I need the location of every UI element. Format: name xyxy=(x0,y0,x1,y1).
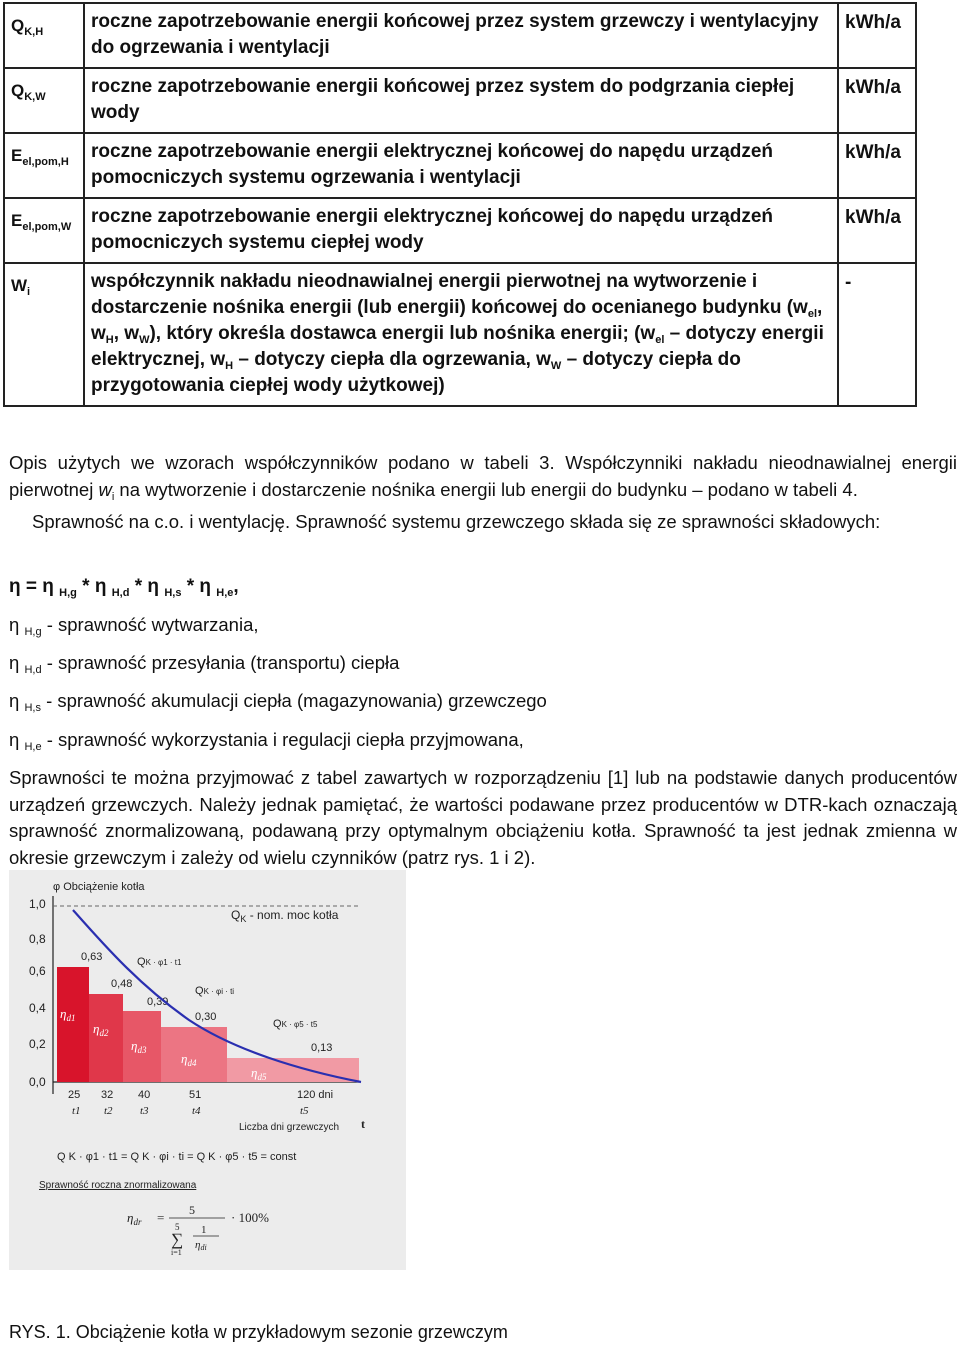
symbol-cell: $W_i$ xyxy=(4,263,84,406)
description-cell: roczne zapotrzebowanie energii końcowej przez system do podgrzania ciepłej wody xyxy=(84,68,838,133)
bar-d2 xyxy=(89,994,123,1082)
table-row xyxy=(4,3,916,68)
paragraph-coefficients: Opis użytych we wzorach współczynników podano w tabeli 3. Współczynniki nakładu nieodnawialnej energii pierwotnej $w_i$ na wytworzenie i dostarczenie nośnika energii lub energii do budynku – podano w tabeli 4. xyxy=(9,452,957,503)
curve-label: QK · φ1 · t1 xyxy=(137,956,182,968)
y-tick: 0,6 xyxy=(29,964,46,978)
symbol-cell: $Q_{K,W}$ xyxy=(4,68,84,133)
svg-text:i=1: i=1 xyxy=(171,1248,182,1257)
svg-text:ηdr: $\eta_{dr}$ xyxy=(127,1210,142,1227)
unit-cell: kWh/a xyxy=(838,3,916,68)
x-axis-title: Liczba dni grzewczych xyxy=(239,1122,340,1133)
bar-value: 0,63 xyxy=(81,951,103,963)
symbol-cell: $E_{el,pom,W}$ xyxy=(4,198,84,263)
eta-definition: η $_{H,e}$ - sprawność wykorzystania i regulacji ciepła przyjmowana, xyxy=(9,729,524,753)
y-tick: 0,4 xyxy=(29,1001,46,1015)
svg-text:1: 1 xyxy=(201,1224,207,1236)
bar-value: 0,30 xyxy=(195,1011,217,1023)
bar-value: 0,13 xyxy=(311,1042,333,1054)
boiler-load-diagram xyxy=(9,870,406,1270)
t-label: t2 xyxy=(104,1105,113,1117)
paragraph-efficiency-intro: Sprawność na c.o. i wentylację. Sprawność systemu grzewczego składa się ze sprawności składowych: xyxy=(32,511,881,532)
svg-text:∑: ∑ xyxy=(171,1230,184,1249)
curve-label: QK · φ5 · t5 xyxy=(273,1018,318,1030)
bar-eta-label: $\eta_{d3}$ xyxy=(131,1038,147,1055)
description-cell: współczynnik nakładu nieodnawialnej energii pierwotnej na wytworzenie i dostarczenie nośnika energii (lub energii) końcowej do ocenianego budynku ($w_{el}$, $w_H$, $w_W$), który określa dostawca energii lub nośnika energii; ($w_{el}$ – dotyczy energii elektrycznej, $w_H$ – dotyczy ciepła dla ogrzewania, $w_W$ – dotyczy ciepła do przygotowania ciepłej wody użytkowej) xyxy=(84,263,838,406)
table-row xyxy=(4,263,916,406)
x-tick: 32 xyxy=(101,1089,114,1101)
svg-text:· 100%: · 100% xyxy=(231,1210,269,1225)
definitions-table xyxy=(3,2,917,407)
x-tick: 120 dni xyxy=(297,1089,334,1101)
equality-line: Q K · φ1 · t1 = Q K · φi · ti = Q K · φ5 · t5 = const xyxy=(57,1151,297,1163)
x-axis-letter: t xyxy=(361,1117,365,1131)
bar-eta-label: $\eta_{d1}$ xyxy=(60,1006,76,1023)
t-label: t1 xyxy=(72,1105,81,1117)
bar-eta-label: $\eta_{d2}$ xyxy=(93,1021,109,1038)
y-tick: 0,2 xyxy=(29,1037,46,1051)
y-tick: 0,0 xyxy=(29,1075,46,1089)
eta-definition: η $_{H,d}$ - sprawność przesyłania (transportu) ciepła xyxy=(9,652,400,676)
svg-text:=: = xyxy=(157,1210,165,1225)
unit-cell: kWh/a xyxy=(838,68,916,133)
x-tick: 40 xyxy=(138,1089,151,1101)
qk-label: $Q_K$ - nom. moc kotła xyxy=(231,908,339,924)
eta-definition: η $_{H,s}$ - sprawność akumulacji ciepła (magazynowania) grzewczego xyxy=(9,690,547,714)
y-tick: 0,8 xyxy=(29,932,46,946)
svg-text:ηdi: ηdi xyxy=(195,1239,207,1252)
table-row xyxy=(4,198,916,263)
table-row xyxy=(4,133,916,198)
bar-d1 xyxy=(57,967,89,1082)
figure-caption: RYS. 1. Obciążenie kotła w przykładowym sezonie grzewczym xyxy=(9,1322,508,1342)
paragraph-efficiency-notes: Sprawności te można przyjmować z tabel zawartych w rozporządzeniu [1] lub na podstawie danych producentów urządzeń grzewczych. Należy jednak pamiętać, że wartości podawane przez producentów w DTR-kach oznaczają sprawność znormalizowaną, podawaną przy optymalnym obciążeniu kotła. Sprawność ta jest jednak zmienna w okresie grzewczym i zależy od wielu czynników (patrz rys. 1 i 2). xyxy=(9,767,957,868)
svg-text:5: 5 xyxy=(175,1222,180,1232)
t-label: t3 xyxy=(140,1105,149,1117)
curve-label: QK · φi · ti xyxy=(195,985,235,997)
description-cell: roczne zapotrzebowanie energii elektrycznej końcowej do napędu urządzeń pomocniczych systemu ciepłej wody xyxy=(84,198,838,263)
unit-cell: - xyxy=(838,263,916,406)
bar-eta-label: $\eta_{d5}$ xyxy=(251,1065,267,1082)
t-label: t5 xyxy=(300,1105,309,1117)
bar-value: 0,39 xyxy=(147,996,169,1008)
normalized-title: Sprawność roczna znormalizowana xyxy=(39,1180,197,1191)
x-tick: 51 xyxy=(189,1089,202,1101)
y-axis-title: φ Obciążenie kotła xyxy=(53,881,145,893)
bar-value: 0,48 xyxy=(111,978,133,990)
x-tick: 25 xyxy=(68,1089,81,1101)
unit-cell: kWh/a xyxy=(838,133,916,198)
symbol-cell: $E_{el,pom,H}$ xyxy=(4,133,84,198)
bar-eta-label: $\eta_{d4}$ xyxy=(181,1051,197,1068)
table-row xyxy=(4,68,916,133)
symbol-cell: $Q_{K,H}$ xyxy=(4,3,84,68)
svg-text:5: 5 xyxy=(189,1203,195,1217)
boiler-load-figure xyxy=(9,870,406,1270)
t-label: t4 xyxy=(192,1105,201,1117)
unit-cell: kWh/a xyxy=(838,198,916,263)
description-cell: roczne zapotrzebowanie energii końcowej przez system grzewczy i wentylacyjny do ogrzewania i wentylacji xyxy=(84,3,838,68)
eta-definition: η $_{H,g}$ - sprawność wytwarzania, xyxy=(9,614,259,638)
y-tick: 1,0 xyxy=(29,897,46,911)
description-cell: roczne zapotrzebowanie energii elektrycznej końcowej do napędu urządzeń pomocniczych systemu ogrzewania i wentylacji xyxy=(84,133,838,198)
efficiency-formula: η = η $_{H,g}$ * η $_{H,d}$ * η $_{H,s}$ * η $_{H,e}$, xyxy=(9,576,239,599)
